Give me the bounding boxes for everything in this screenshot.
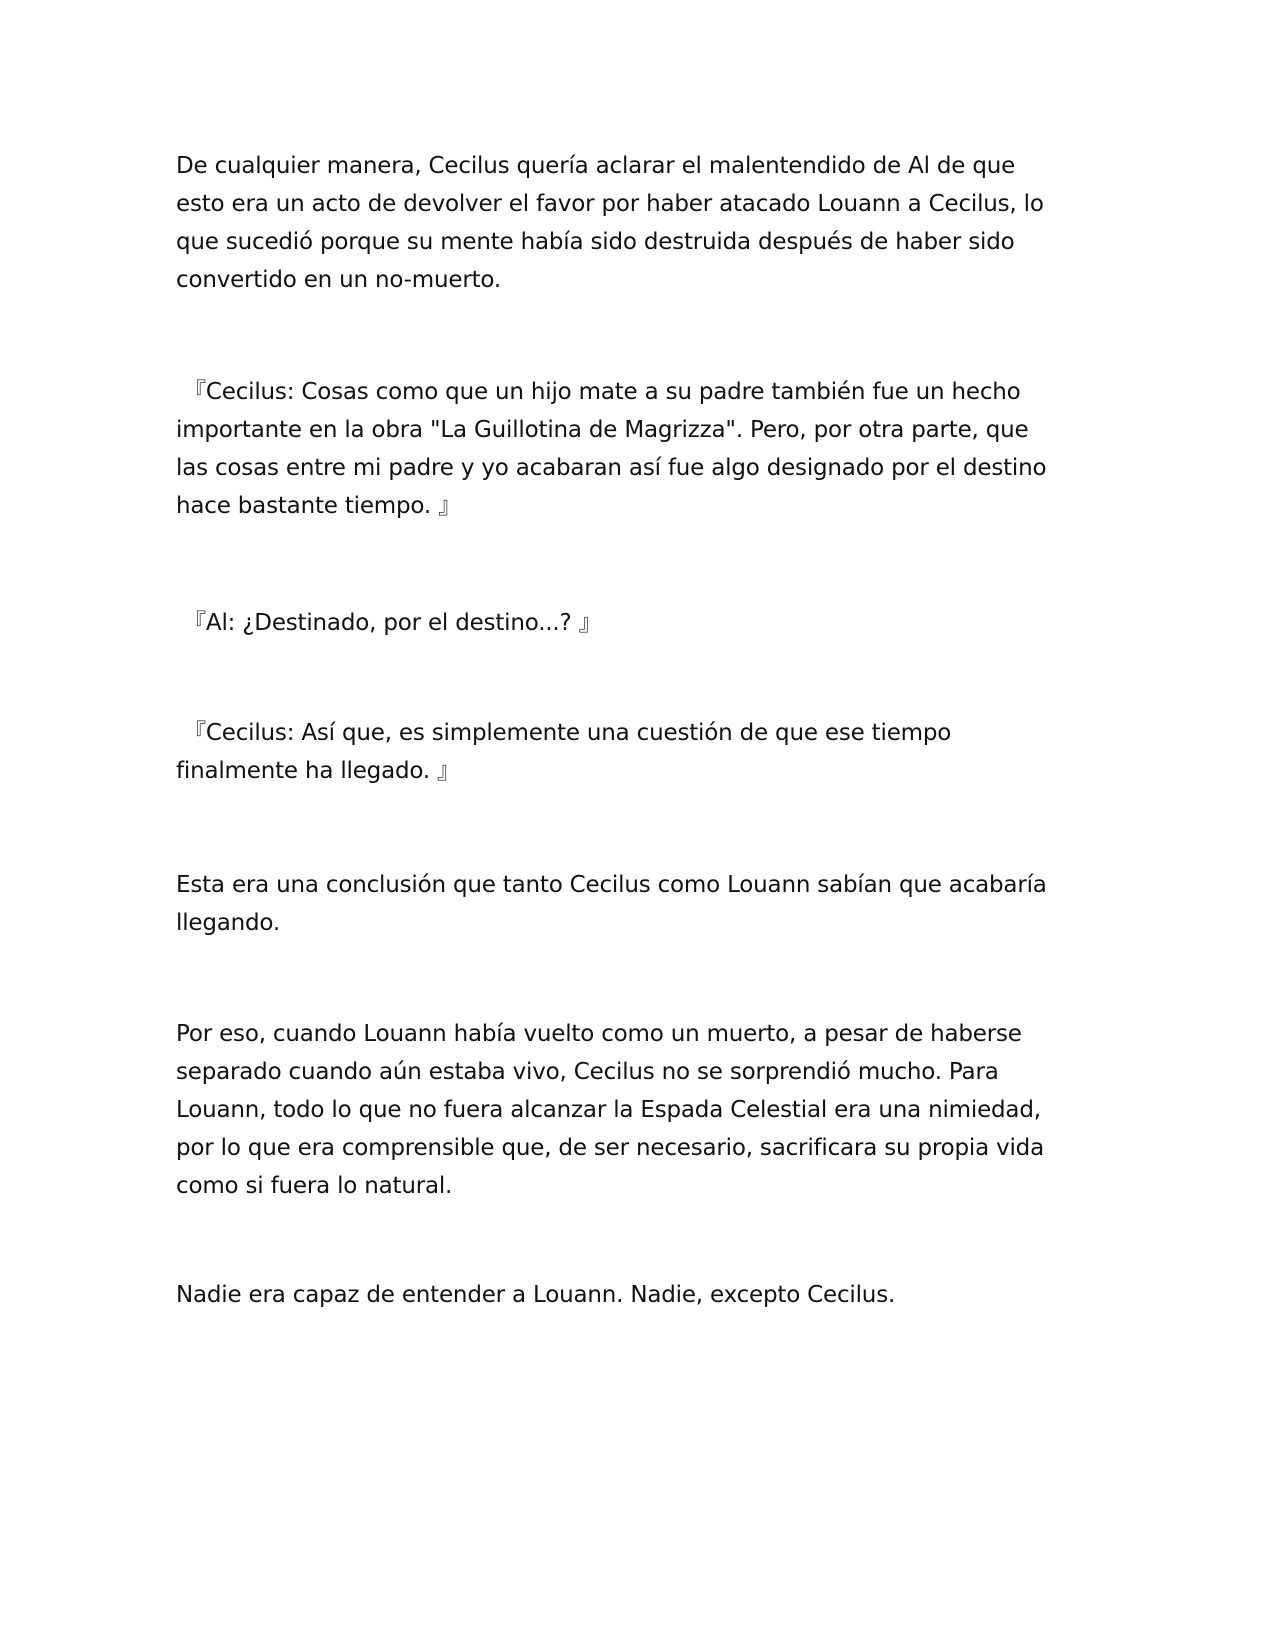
paragraph-narration-2: Esta era una conclusión que tanto Cecilus como Louann sabían que acabaría llegando. <box>176 872 1047 936</box>
paragraph-dialogue-al: 『Al: ¿Destinado, por el destino...? 』 <box>176 610 602 636</box>
paragraph-dialogue-cecilus-1: 『Cecilus: Cosas como que un hijo mate a su padre también fue un hecho importante en la obra "La Guillotina de Magrizza". Pero, por otra parte, que las cosas entre mi padre y yo acabaran así fue algo designado por el destino hace bastante tiempo. 』 <box>176 379 1047 519</box>
paragraph-narration-4: Nadie era capaz de entender a Louann. Nadie, excepto Cecilus. <box>176 1282 896 1308</box>
paragraph-narration-3: Por eso, cuando Louann había vuelto como un muerto, a pesar de haberse separado cuando aún estaba vivo, Cecilus no se sorprendió mucho. Para Louann, todo lo que no fuera alcanzar la Espada Celestial era una nimiedad, por lo que era comprensible que, de ser necesario, sacrificara su propia vida como si fuera lo natural. <box>176 1021 1044 1199</box>
paragraph-narration-1: De cualquier manera, Cecilus quería aclarar el malentendido de Al de que esto era un acto de devolver el favor por haber atacado Louann a Cecilus, lo que sucedió porque su mente había sido destruida después de haber sido convertido en un no-muerto. <box>176 153 1044 293</box>
paragraph-dialogue-cecilus-2: 『Cecilus: Así que, es simplemente una cuestión de que ese tiempo finalmente ha llegado. 』 <box>176 720 952 784</box>
